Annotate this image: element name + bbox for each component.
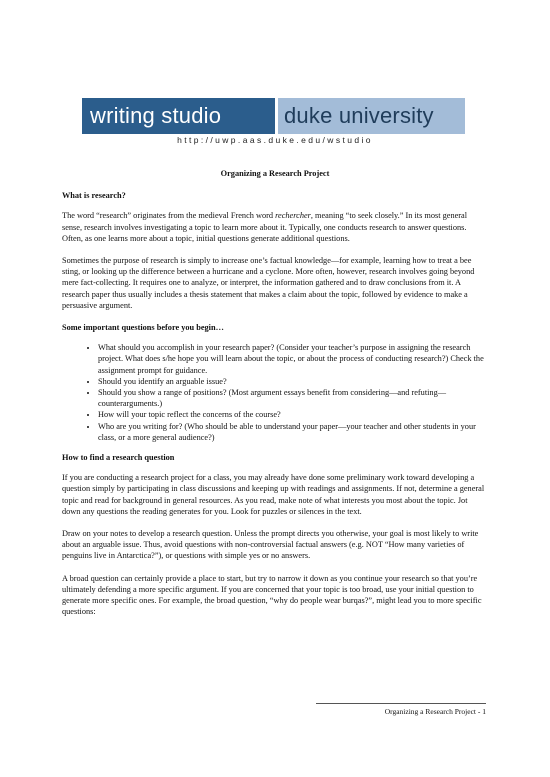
questions-list	[62, 342, 488, 443]
list-item: • What should you accomplish in your research paper? (Consider your teacher’s purpose in assigning the research project. What does s/he hope you will learn about the topic, or about the process of conducting research?) Check the assignment prompt for guidance.	[98, 342, 488, 376]
list-item: • Should you show a range of positions? (Most argument essays benefit from considering—and refuting—counterarguments.)	[98, 387, 488, 409]
website-url[interactable]: http://uwp.aas.duke.edu/wstudio	[177, 135, 373, 145]
paragraph-text: , meaning “to seek closely.” In its most general sense, research involves investigating a topic to learn more about it. Typically, one conducts research to answer questions. Often, as one learns more about a topic, initial questions generate additional questions.	[62, 211, 468, 243]
page-footer: Organizing a Research Project - 1	[316, 703, 486, 716]
banner-duke-university: duke university	[278, 98, 465, 134]
paragraph-research-purpose: Sometimes the purpose of research is simply to increase one’s factual knowledge—for example, learning how to treat a bee sting, or looking up the difference between a hurricane and a cyclone. More often, however, research involves going beyond mere fact-collecting. It requires one to analyze, or interpret, the information gathered and to draw conclusions from it. A research paper thus usually includes a thesis statement that makes a claim about the topic, followed by evidence to make a persuasive argument.	[62, 256, 475, 310]
banner-writing-studio: writing studio	[82, 98, 275, 134]
heading-important-questions: Some important questions before you begin…	[62, 323, 224, 333]
heading-find-question: How to find a research question	[62, 453, 175, 463]
header-banner	[82, 98, 465, 134]
list-item: • Who are you writing for? (Who should be able to understand your paper—your teacher and other students in your class, or a more general audience?)	[98, 421, 488, 443]
list-item: • Should you identify an arguable issue?	[98, 376, 488, 387]
document-body	[62, 168, 488, 629]
italic-word: rechercher	[275, 211, 311, 221]
paragraph-text: The word “research” originates from the medieval French word	[62, 211, 276, 221]
document-title: Organizing a Research Project	[220, 169, 330, 178]
paragraph-preliminary-work: If you are conducting a research project for a class, you may already have done some preliminary work toward developing a question simply by participating in class discussions and keeping up with readings and assignments. If not, determine a general topic and read for background in general resources. As you read, make note of what interests you most about the topic. Jot down any questions the reading generates for you. Look for puzzles or silences in the text.	[62, 473, 485, 516]
paragraph-research-origin	[62, 210, 488, 244]
heading-what-is-research: What is research?	[62, 191, 126, 201]
list-item: • How will your topic reflect the concerns of the course?	[98, 409, 488, 420]
paragraph-broad-question: A broad question can certainly provide a place to start, but try to narrow it down as you continue your research so that you’re ultimately defending a more specific argument. If you are concerned that your topic is too broad, use your initial question to generate more specific ones. For example, the broad question, “why do people wear burqas?”, might lead you to more specific questions:	[62, 573, 482, 617]
paragraph-draw-notes: Draw on your notes to develop a research question. Unless the prompt directs you otherwise, your goal is most likely to write about an arguable issue. Thus, avoid questions with non-controversial factual answers (e.g. NOT “How many varieties of penguins live in Antarctica?”), or questions with simple yes or no answers.	[62, 529, 479, 561]
